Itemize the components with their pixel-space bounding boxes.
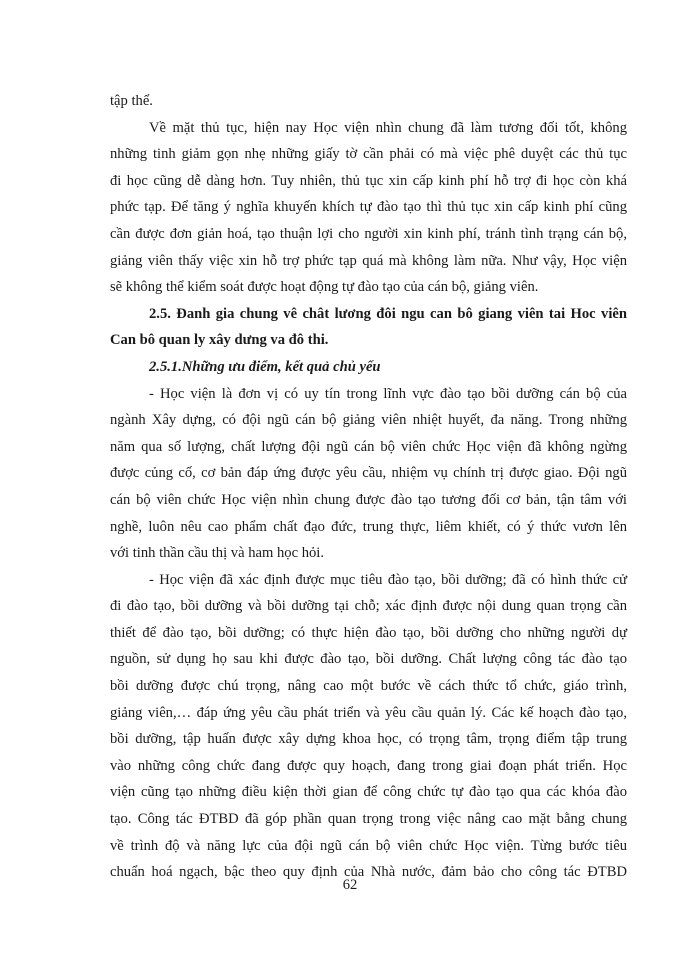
text-line: cán bộ viên chức Học viện nhìn chung được đào tạo tương đối cơ bản, tận tâm với (110, 491, 627, 508)
text-line: với tinh thần cầu thị và ham học hỏi. (110, 545, 325, 562)
text-line: tập thể. (110, 93, 153, 109)
text-line: nghề, luôn nêu cao phẩm chất đạo đức, trung thực, liêm khiết, có ý thức vươn lên (110, 518, 627, 535)
text-line: giảng viên,… đáp ứng yêu cầu phát triển và yêu cầu quản lý. Các kế hoạch đào tạo, (110, 704, 627, 721)
text-line: đi học cũng dễ dàng hơn. Tuy nhiên, thủ tục xin cấp kinh phí hỗ trợ đi học còn khá (110, 172, 627, 189)
text-line: những tinh giảm gọn nhẹ những giấy tờ cần phải có mà việc phê duyệt các thủ tục (110, 146, 627, 163)
text-line: chuẩn hoá ngạch, bậc theo quy định của Nhà nước, đảm bảo cho công tác ĐTBD (110, 864, 627, 881)
text-line: giảng viên thấy việc xin hỗ trợ phức tạp quá mà không làm nữa. Như vậy, Học viện (110, 252, 627, 269)
text-line: - Học viện đã xác định được mục tiêu đào tạo, bồi dưỡng; đã có hình thức cử (149, 571, 627, 588)
text-line: năm qua số lượng, chất lượng đội ngũ cán bộ viên chức Học viện đã không ngừng (110, 438, 627, 455)
text-line: viện cũng tạo những điều kiện thời gian để công chức tự đào tạo qua các khóa đào (110, 784, 627, 801)
section-heading: Can bô quan ly xây dưng va đô thi. (110, 332, 329, 349)
subsection-heading: 2.5.1.Những ưu điểm, kết quả chủ yếu (149, 358, 381, 375)
text-line: về trình độ và năng lực của đội ngũ cán bộ viên chức Học viện. Từng bước tiêu (110, 837, 627, 854)
text-line: tạo. Công tác ĐTBD đã góp phần quan trọng trong việc nâng cao mặt bằng chung (110, 811, 627, 828)
text-line: Về mặt thủ tục, hiện nay Học viện nhìn chung đã làm tương đối tốt, không (149, 119, 627, 136)
text-line: đi đào tạo, bồi dưỡng và bồi dưỡng tại chỗ; xác định được nội dung quan trọng cần (110, 598, 627, 615)
text-line: cần được đơn giản hoá, tạo thuận lợi cho người xin kinh phí, tránh tình trạng cán bộ, (110, 225, 627, 242)
text-line: phức tạp. Để tăng ý nghĩa khuyến khích tự đào tạo thì thủ tục xin cấp kinh phí cũng (110, 199, 627, 216)
page-number: 62 (342, 877, 358, 893)
document-body (110, 88, 627, 886)
text-line: nguồn, sử dụng họ sau khi được đào tạo, bồi dưỡng. Chất lượng công tác đào tạo (110, 651, 627, 668)
text-line: sẽ không thể kiểm soát được hoạt động tự đào tạo của cán bộ, giảng viên. (110, 279, 539, 296)
text-line: thiết để đào tạo, bồi dưỡng; có thực hiện đào tạo, bồi dưỡng cho những người dự (110, 624, 627, 641)
text-line: - Học viện là đơn vị có uy tín trong lĩnh vực đào tạo bồi dưỡng cán bộ của (149, 385, 627, 402)
text-line: bồi dưỡng được chú trọng, nâng cao một bước về cách thức tổ chức, giáo trình, (110, 678, 627, 695)
text-line: được củng cố, cơ bản đáp ứng được yêu cầu, nhiệm vụ chính trị được giao. Đội ngũ (110, 465, 627, 482)
text-line: ngành Xây dựng, có đội ngũ cán bộ giảng viên nhiệt huyết, đa năng. Trong những (110, 412, 627, 429)
text-line: vào những công chức đang được quy hoạch, đang trong giai đoạn phát triển. Học (110, 757, 627, 774)
text-line: bồi dưỡng, tập huấn được xây dựng khoa học, có trọng tâm, trọng điểm tập trung (110, 731, 627, 748)
section-heading: 2.5. Đanh gia chung vê chât lương đôi ngu can bô giang viên tai Hoc viên (149, 305, 627, 322)
